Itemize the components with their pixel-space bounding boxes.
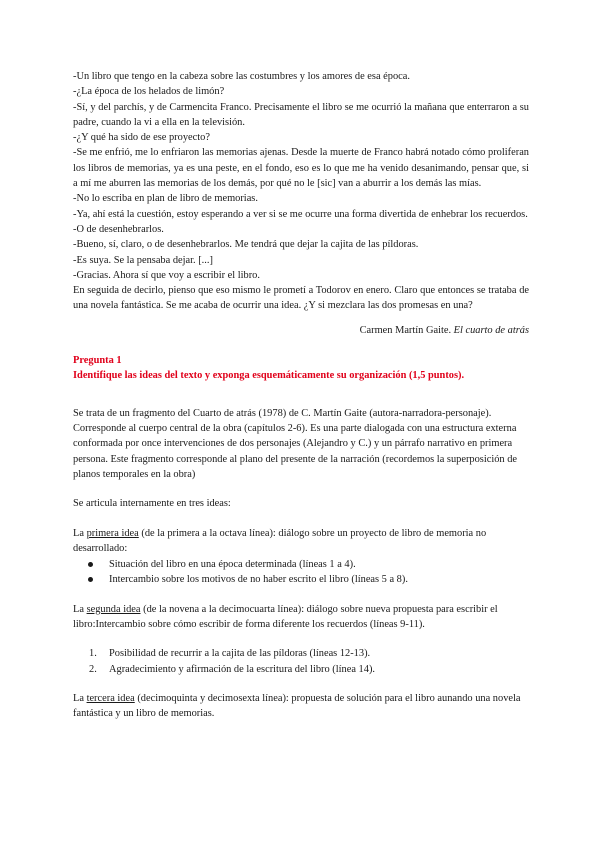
document-page: [73, 69, 529, 722]
list-item-text: Agradecimiento y afirmación de la escritura del libro (línea 14).: [109, 663, 376, 675]
dialogue-line: -¿Y qué ha sido de ese proyecto?: [73, 132, 210, 144]
idea-1-text: (de la primera a la octava línea): diálogo sobre un proyecto de libro de memoria no desarrollado:: [73, 527, 487, 554]
dialogue-excerpt: [73, 69, 529, 314]
idea-2-label: segunda idea: [86, 603, 141, 615]
idea-1: [73, 526, 529, 557]
list-item-text: Intercambio sobre los motivos de no haber escrito el libro (líneas 5 a 8).: [109, 574, 408, 586]
dialogue-line: -No lo escriba en plan de libro de memorias.: [73, 193, 258, 205]
idea-2: [73, 602, 529, 633]
list-number: 1.: [89, 648, 97, 660]
citation-work: El cuarto de atrás: [453, 324, 529, 336]
bullet-icon: [88, 562, 93, 567]
list-number: 2.: [89, 663, 97, 675]
dialogue-line: -Ya, ahí está la cuestión, estoy esperando a ver si se me ocurre una forma divertida de enhebrar los recuerdos.: [73, 208, 528, 220]
idea-1-list: [73, 557, 529, 588]
dialogue-line: -Un libro que tengo en la cabeza sobre las costumbres y los amores de esa época.: [73, 71, 410, 82]
list-item: [109, 557, 529, 572]
list-item: [89, 662, 529, 677]
structure-intro: Se articula internamente en tres ideas:: [73, 498, 231, 510]
citation-author: Carmen Martín Gaite.: [359, 324, 452, 336]
question-prompt: Identifique las ideas del texto y exponga esquemáticamente su organización (1,5 puntos).: [73, 369, 465, 381]
bullet-icon: [88, 577, 93, 582]
dialogue-line: -Gracias. Ahora sí que voy a escribir el libro.: [73, 269, 260, 281]
narrative-paragraph: En seguida de decirlo, pienso que eso mismo le prometí a Todorov en enero. Claro que entonces se trataba de una novela fantástica. Se me acaba de ocurrir una idea. ¿Y si mezclara las dos promesas en una?: [73, 285, 529, 312]
citation: [73, 323, 529, 338]
answer-intro: Se trata de un fragmento del Cuarto de atrás (1978) de C. Martín Gaite (autora-narradora-personaje). Corresponde al cuerpo central de la obra (capítulos 2-6). Es una parte dialogada con una estructura externa conformada por once intervenciones de dos personajes (Alejandro y C.) y un párrafo narrativo en primera persona. Este fragmento corresponde al plano del presente de la narración (recordemos la superposición de planos temporales en la obra): [73, 407, 518, 480]
idea-2-list: [73, 646, 529, 677]
list-item-text: Situación del libro en una época determinada (líneas 1 a 4).: [109, 559, 356, 571]
list-item: [109, 572, 529, 587]
idea-3-text: (decimoquinta y decimosexta línea): propuesta de solución para el libro aunando una novela fantástica y un libro de memorias.: [73, 692, 521, 720]
idea-1-prefix: La: [73, 527, 87, 539]
list-item-text: Posibilidad de recurrir a la cajita de las píldoras (líneas 12-13).: [109, 648, 371, 660]
idea-2-prefix: La: [73, 603, 87, 615]
idea-3-label: tercera idea: [86, 692, 135, 704]
idea-2-text: (de la novena a la decimocuarta línea): diálogo sobre nueva propuesta para escribir el libro:Intercambio sobre cómo escribir de forma diferente los recuerdos (líneas 9-11).: [73, 603, 498, 631]
dialogue-line: -O de desenhebrarlos.: [73, 223, 164, 235]
dialogue-line: -Es suya. Se la pensaba dejar. [...]: [73, 254, 213, 266]
dialogue-line: -Sí, y del parchís, y de Carmencita Franco. Precisamente el libro se me ocurrió la mañana que enterraron a su padre, cuando la vi a ella en la televisión.: [73, 101, 529, 128]
dialogue-line: -Bueno, sí, claro, o de desenhebrarlos. Me tendrá que dejar la cajita de las píldoras.: [73, 239, 419, 251]
list-item: [89, 646, 529, 661]
idea-1-label: primera idea: [86, 527, 139, 539]
idea-3: [73, 691, 529, 722]
dialogue-line: -¿La época de los helados de limón?: [73, 86, 225, 98]
dialogue-line: -Se me enfrió, me lo enfriaron las memorias ajenas. Desde la muerte de Franco habrá notado cómo proliferan los libros de memorias, ya es una peste, en el fondo, eso es lo que me ha venido desanimando, pensar que, si a mí me aburren las memorias de los demás, por qué no le [sic] van a aburrir a los demás las mías.: [73, 147, 529, 190]
question-title: Pregunta 1: [73, 354, 122, 366]
answer-body: [73, 406, 529, 722]
idea-3-prefix: La: [73, 692, 87, 704]
